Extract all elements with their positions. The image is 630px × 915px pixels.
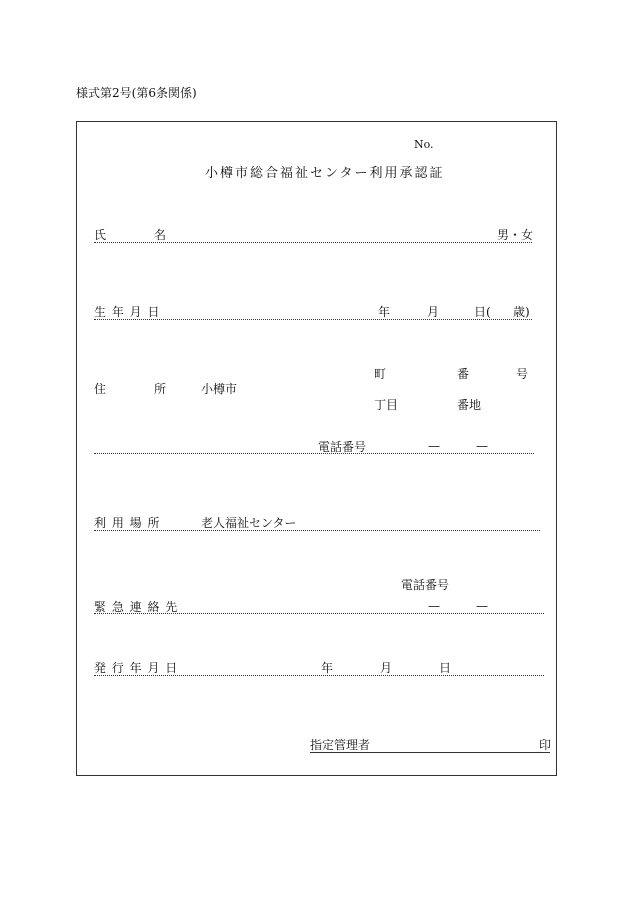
issue-year-label: 年	[321, 661, 334, 675]
address-ban: 番	[457, 367, 470, 381]
issue-day-label: 日	[439, 661, 452, 675]
address-phone-label: 電話番号	[318, 440, 367, 454]
emergency-phone-label: 電話番号	[401, 578, 450, 592]
name-label-second: 名	[154, 228, 167, 242]
name-field-line[interactable]	[94, 242, 532, 243]
issue-date-label: 発 行 年 月 日	[94, 661, 179, 675]
manager-signature-line[interactable]	[310, 752, 550, 753]
certificate-title: 小樽市総合福祉センター利用承認証	[205, 166, 445, 181]
emergency-phone-dash-1: —	[428, 599, 440, 613]
location-label: 利 用 場 所	[94, 516, 161, 530]
address-banchi: 番地	[457, 398, 482, 412]
age-label: 歳)	[513, 305, 530, 319]
address-go: 号	[516, 367, 529, 381]
issue-date-field-line[interactable]	[94, 675, 544, 676]
birth-year-label: 年	[378, 305, 391, 319]
birth-month-label: 月	[427, 305, 440, 319]
seal-mark: 印	[539, 738, 552, 752]
location-field-line[interactable]	[94, 530, 540, 531]
emergency-contact-label: 緊 急 連 絡 先	[94, 600, 179, 614]
birth-day-age-label: 日(	[474, 305, 491, 319]
manager-label: 指定管理者	[310, 738, 371, 752]
name-label-first: 氏	[94, 228, 107, 242]
birth-date-field-line[interactable]	[94, 319, 532, 320]
address-label-second: 所	[154, 382, 167, 396]
form-number: 様式第2号(第6条関係)	[76, 86, 197, 100]
address-field-line[interactable]	[94, 453, 534, 454]
gender-selector[interactable]: 男・女	[497, 228, 534, 242]
address-city: 小樽市	[201, 382, 238, 396]
address-phone-dash-2: —	[476, 439, 488, 453]
address-chome: 丁目	[374, 398, 399, 412]
address-phone-dash-1: —	[428, 439, 440, 453]
address-label-first: 住	[94, 382, 107, 396]
address-cho: 町	[374, 367, 387, 381]
emergency-contact-field-line[interactable]	[94, 613, 544, 614]
location-value: 老人福祉センター	[201, 516, 297, 530]
birth-date-label: 生 年 月 日	[94, 305, 161, 319]
emergency-phone-dash-2: —	[476, 599, 488, 613]
certificate-number-label: No.	[414, 138, 434, 151]
issue-month-label: 月	[380, 661, 393, 675]
